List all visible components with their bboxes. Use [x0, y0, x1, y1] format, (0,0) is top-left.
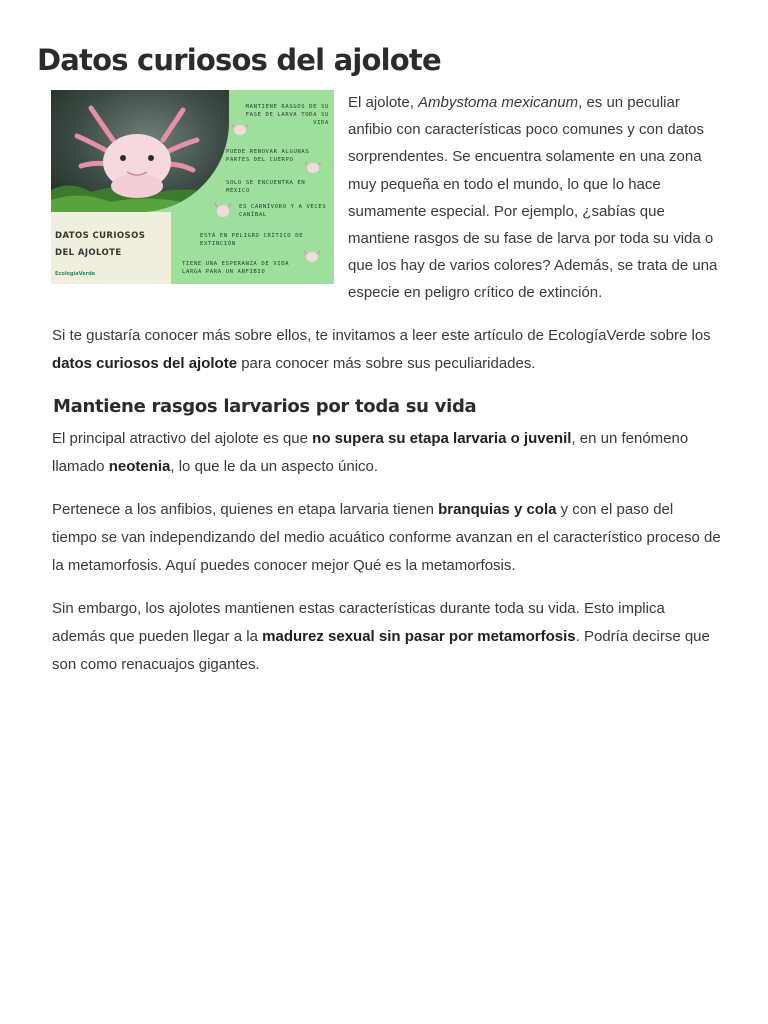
- page-title: Datos curiosos del ajolote: [37, 43, 441, 77]
- paragraph-bold: branquias y cola: [438, 501, 557, 518]
- infographic-fact: ES CARNÍVORO Y A VECES CANÍBAL: [239, 204, 327, 218]
- invite-text: para conocer más sobre sus peculiaridades.: [237, 355, 536, 372]
- infographic-fact: ESTÁ EN PELIGRO CRÍTICO DE EXTINCIÓN: [200, 233, 304, 247]
- axolotl-icon: [303, 248, 321, 264]
- paragraph-text: , lo que le da un aspecto único.: [170, 458, 379, 475]
- infographic-fact: TIENE UNA ESPERANZA DE VIDA LARGA PARA UN ANFIBIO: [182, 261, 290, 275]
- infographic-card-title: DATOS CURIOSOS DEL AJOLOTE: [55, 231, 146, 258]
- paragraph-text: Sin embargo, los ajolotes mantienen estas características durante toda su vida. Esto implica además que pueden llegar a la: [52, 600, 665, 645]
- invite-bold: datos curiosos del ajolote: [52, 355, 238, 372]
- paragraph-text: , en un fenómeno llamado: [52, 430, 689, 475]
- paragraph-text: Pertenece a los anfibios, quienes en etapa larvaria tienen: [52, 501, 439, 518]
- axolotl-photo: [51, 90, 229, 212]
- paragraph-text: y con el paso del tiempo se van independizando del medio acuático conforme avanzan en el característico proceso de la metamorfosis. Aquí puedes conocer mejor Qué es la metamorfosis.: [52, 501, 721, 574]
- intro-paragraph: [348, 89, 720, 307]
- intro-text: , es un peculiar anfibio con características poco comunes y con datos sorprendentes. Se encuentra solamente en una zona muy pequeña en todo el mundo, lo que lo hace sumamente especial. Por ejemplo, ¿sabías que mantiene rasgos de su fase de larva por toda su vida o que los hay de varios colores? Además, se trata de una especie en peligro crítico de extinción.: [348, 94, 718, 302]
- axolotl-icon: [305, 160, 321, 174]
- invite-paragraph: [52, 322, 722, 378]
- infographic-fact: MANTIENE RASGOS DE SU FASE DE LARVA TODA SU VIDA: [245, 104, 329, 126]
- paragraph-text: El principal atractivo del ajolote es que: [52, 430, 313, 447]
- infographic-fact: SOLO SE ENCUENTRA EN MÉXICO: [226, 180, 306, 194]
- section-paragraph: [52, 496, 722, 580]
- brand-logo: EcologíaVerde: [55, 271, 96, 277]
- article-infographic-image: [51, 90, 334, 284]
- invite-text: Si te gustaría conocer más sobre ellos, te invitamos a leer este artículo de EcologíaVerde sobre los: [52, 327, 711, 344]
- axolotl-icon: [231, 122, 249, 136]
- section-heading: Mantiene rasgos larvarios por toda su vida: [53, 396, 477, 417]
- paragraph-bold: madurez sexual sin pasar por metamorfosis: [262, 628, 576, 645]
- axolotl-icon: [214, 202, 232, 218]
- species-name: Ambystoma mexicanum: [418, 94, 579, 111]
- paragraph-text: . Podría decirse que son como renacuajos gigantes.: [52, 628, 710, 673]
- infographic-fact: PUEDE RENOVAR ALGUNAS PARTES DEL CUERPO: [226, 149, 310, 163]
- paragraph-bold: neotenia: [108, 458, 171, 475]
- section-paragraph: [52, 425, 722, 481]
- paragraph-bold: no supera su etapa larvaria o juvenil: [312, 430, 572, 447]
- section-paragraph: [52, 595, 722, 679]
- axolotl-illustration: [51, 90, 229, 212]
- intro-text: El ajolote,: [348, 94, 419, 111]
